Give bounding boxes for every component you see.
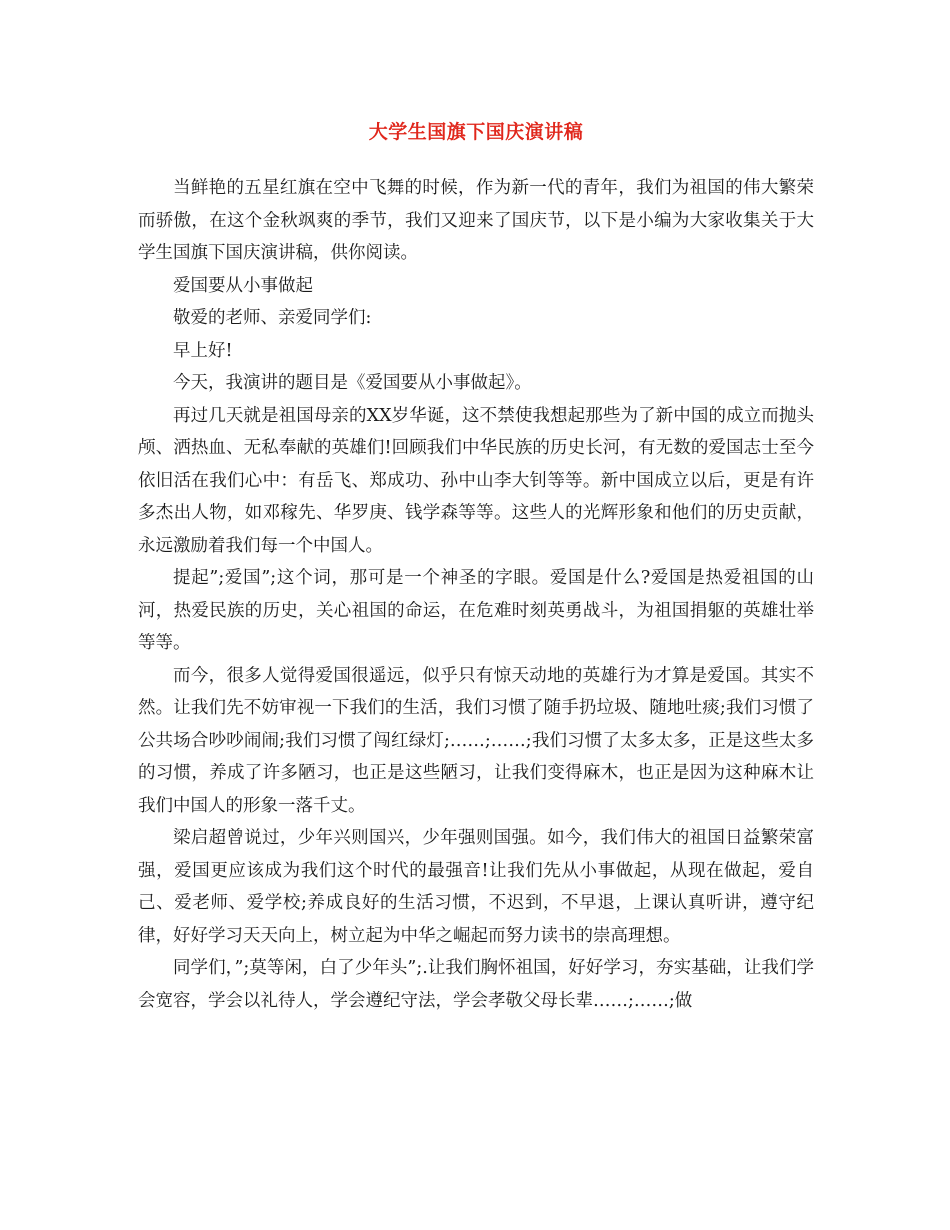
paragraph-liang-qichao: 梁启超曾说过，少年兴则国兴，少年强则国强。如今，我们伟大的祖国日益繁荣富强，爱国更应该成为我们这个时代的最强音!让我们先从小事做起，从现在做起，爱自己、爱老师、爱学校;养成良好的生活习惯，不迟到，不早退，上课认真听讲，遵守纪律，好好学习天天向上，树立起为中华之崛起而努力读书的崇高理想。 <box>138 828 814 946</box>
paragraph-salutation: 敬爱的老师、亲爱同学们: <box>173 308 372 328</box>
paragraph-speech-title: 爱国要从小事做起 <box>173 275 313 296</box>
paragraph-classmates: 同学们，”;莫等闲，白了少年头”;.让我们胸怀祖国，好好学习，夯实基础，让我们学会宽容，学会以礼待人，学会遵纪守法，学会孝敬父母长辈……;……;做 <box>138 958 814 1011</box>
paragraph-greeting: 早上好! <box>173 340 233 361</box>
document-page <box>138 118 814 1017</box>
paragraph-what-is-patriotism: 提起”;爱国”;这个词，那可是一个神圣的字眼。爱国是什么?爱国是热爱祖国的山河，热爱民族的历史，关心祖国的命运，在危难时刻英勇战斗，为祖国捐躯的英雄壮举等等。 <box>138 568 814 653</box>
document-title: 大学生国旗下国庆演讲稿 <box>368 121 584 143</box>
paragraph-topic: 今天，我演讲的题目是《爱国要从小事做起》。 <box>173 373 532 393</box>
paragraph-heroes: 再过几天就是祖国母亲的XX岁华诞，这不禁使我想起那些为了新中国的成立而抛头颅、洒热血、无私奉献的英雄们!回顾我们中华民族的历史长河，有无数的爱国志士至今依旧活在我们心中：有岳飞、郑成功、孙中山李大钊等等。新中国成立以后，更是有许多杰出人物，如邓稼先、华罗庚、钱学森等等。这些人的光辉形象和他们的历史贡献，永远激励着我们每一个中国人。 <box>138 405 814 556</box>
paragraph-intro: 当鲜艳的五星红旗在空中飞舞的时候，作为新一代的青年，我们为祖国的伟大繁荣而骄傲，在这个金秋飒爽的季节，我们又迎来了国庆节，以下是小编为大家收集关于大学生国旗下国庆演讲稿，供你阅读。 <box>138 178 814 263</box>
paragraph-habits: 而今，很多人觉得爱国很遥远，似乎只有惊天动地的英雄行为才算是爱国。其实不然。让我们先不妨审视一下我们的生活，我们习惯了随手扔垃圾、随地吐痰;我们习惯了公共场合吵吵闹闹;我们习惯了闯红绿灯;……;……;我们习惯了太多太多，正是这些太多的习惯，养成了许多陋习，也正是这些陋习，让我们变得麻木，也正是因为这种麻木让我们中国人的形象一落千丈。 <box>138 665 814 816</box>
document-body <box>138 172 814 1017</box>
